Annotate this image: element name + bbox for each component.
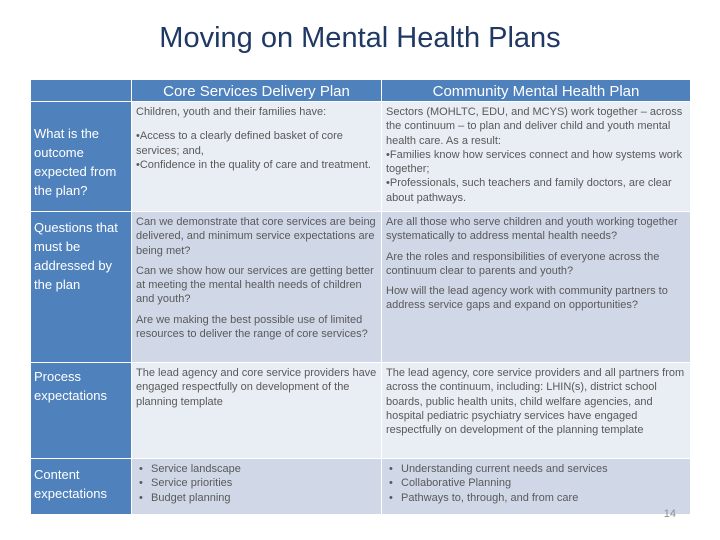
table-row — [31, 459, 691, 515]
outcome-community-bullet: •Professionals, such teachers and family doctors, are clear about pathways. — [386, 177, 672, 204]
cell-questions-core — [132, 212, 382, 363]
table-row — [31, 212, 691, 363]
table-row — [31, 363, 691, 459]
cell-process-core: The lead agency and core service providers have engaged respectfully on development of the planning template — [132, 363, 382, 459]
list-item: • Service priorities — [136, 476, 377, 490]
row-label-questions: Questions that must be addressed by the plan — [31, 212, 132, 363]
question-community: How will the lead agency work with community partners to address service gaps and expand on opportunities? — [386, 285, 668, 312]
row-label-outcome: What is the outcome expected from the plan? — [31, 102, 132, 212]
header-corner — [31, 80, 132, 102]
list-item: • Service landscape — [136, 462, 377, 476]
question-core: Can we demonstrate that core services are being delivered, and minimum service expectations are being met? — [136, 216, 376, 257]
cell-process-community: The lead agency, core service providers and all partners from across the continuum, including: LHIN(s), district school boards, public health units, child welfare agencies, and hospital pediatric psychiatry services have engaged respectfully on development of the planning template — [382, 363, 691, 459]
cell-outcome-community — [382, 102, 691, 212]
row-label-content: Content expectations — [31, 459, 132, 515]
outcome-community-intro: Sectors (MOHLTC, EDU, and MCYS) work together – across the continuum – to plan and deliver child and youth mental health care. As a result: — [386, 106, 683, 147]
plans-table — [30, 79, 691, 515]
outcome-community-bullet: •Families know how services connect and how systems work together; — [386, 148, 683, 176]
list-item: • Collaborative Planning — [386, 476, 686, 490]
slide-title: Moving on Mental Health Plans — [159, 22, 561, 54]
cell-content-community — [382, 459, 691, 515]
cell-questions-community — [382, 212, 691, 363]
table-row — [31, 102, 691, 212]
outcome-core-bullet: •Confidence in the quality of care and treatment. — [136, 158, 371, 171]
question-community: Are the roles and responsibilities of everyone across the continuum clear to parents and youth? — [386, 250, 660, 277]
table-header-row — [31, 80, 691, 102]
question-core: Can we show how our services are getting better at meeting the mental health needs of children and youth? — [136, 264, 374, 306]
list-item: • Understanding current needs and services — [386, 462, 686, 476]
cell-content-core — [132, 459, 382, 515]
list-item: • Budget planning — [136, 491, 377, 505]
outcome-core-bullet: •Access to a clearly defined basket of core services; and, — [136, 130, 343, 157]
cell-outcome-core — [132, 102, 382, 212]
question-core: Are we making the best possible use of limited resources to deliver the range of core services? — [136, 313, 368, 341]
question-community: Are all those who serve children and youth working together systematically to address mental health needs? — [386, 216, 678, 243]
outcome-core-intro: Children, youth and their families have: — [136, 106, 327, 118]
row-label-process: Process expectations — [31, 363, 132, 459]
column-header-community: Community Mental Health Plan — [382, 80, 691, 102]
column-header-core: Core Services Delivery Plan — [132, 80, 382, 102]
page-number: 14 — [663, 508, 676, 520]
list-item: • Pathways to, through, and from care — [386, 491, 686, 505]
